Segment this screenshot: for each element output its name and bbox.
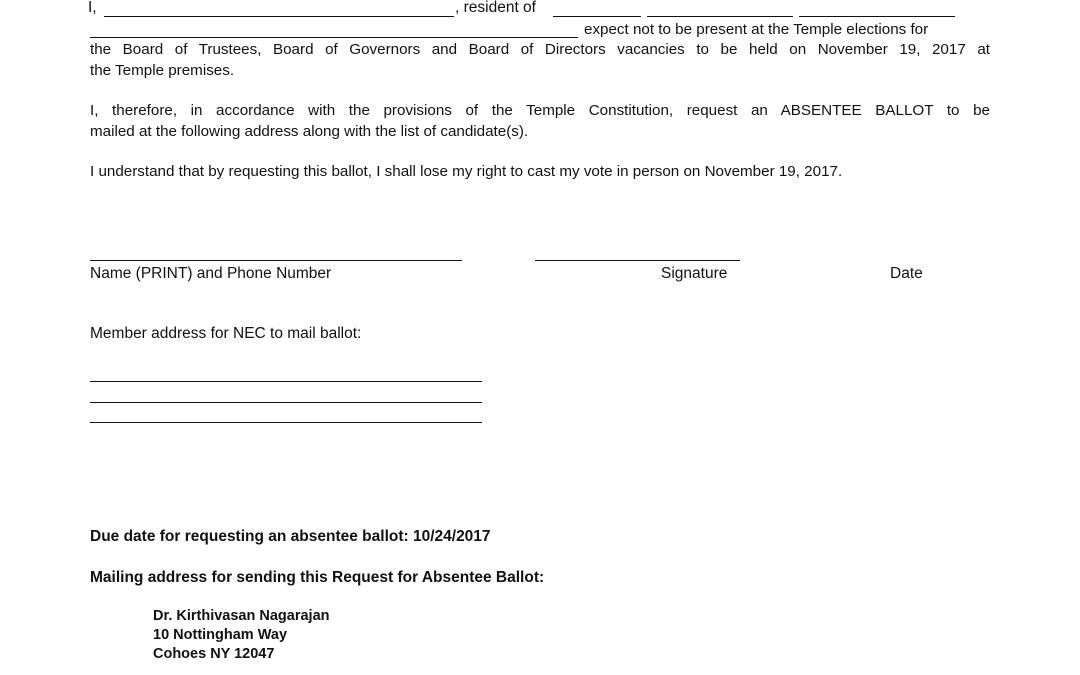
line3-text: the Board of Trustees, Board of Governors and Board of Directors vacancies to be held on November 19, 2017 at	[90, 41, 990, 58]
due-date-text: Due date for requesting an absentee ballot: 10/24/2017	[90, 528, 491, 545]
signature-label: Signature	[661, 265, 728, 282]
line1-prefix: I,	[88, 0, 97, 16]
request-paragraph-line1: I, therefore, in accordance with the provisions of the Temple Constitution, request an ABSENTEE BALLOT to be	[90, 102, 990, 119]
address-line-2[interactable]	[90, 402, 482, 403]
name-phone-line[interactable]	[90, 260, 462, 261]
mailing-street: 10 Nottingham Way	[153, 627, 288, 643]
mailing-city: Cohoes NY 12047	[153, 646, 275, 662]
line1-resident-of: , resident of	[455, 0, 536, 16]
mailing-heading: Mailing address for sending this Request for Absentee Ballot:	[90, 569, 545, 586]
line4-text: the Temple premises.	[90, 62, 235, 79]
name-blank[interactable]	[104, 16, 454, 17]
address-line-3[interactable]	[90, 422, 482, 423]
residence-blank-4[interactable]	[90, 37, 578, 38]
address-line-1[interactable]	[90, 381, 482, 382]
signature-line[interactable]	[535, 260, 740, 261]
date-label: Date	[890, 265, 923, 282]
line2-text: expect not to be present at the Temple elections for	[584, 21, 929, 38]
request-paragraph-line2: mailed at the following address along with the list of candidate(s).	[90, 123, 529, 140]
understand-paragraph: I understand that by requesting this ballot, I shall lose my right to cast my vote in person on November 19, 2017.	[90, 163, 843, 180]
mailing-name: Dr. Kirthivasan Nagarajan	[153, 608, 330, 624]
residence-blank-1[interactable]	[553, 16, 641, 17]
residence-blank-2[interactable]	[647, 16, 793, 17]
member-address-label: Member address for NEC to mail ballot:	[90, 325, 362, 342]
name-phone-label: Name (PRINT) and Phone Number	[90, 265, 332, 282]
residence-blank-3[interactable]	[799, 16, 955, 17]
